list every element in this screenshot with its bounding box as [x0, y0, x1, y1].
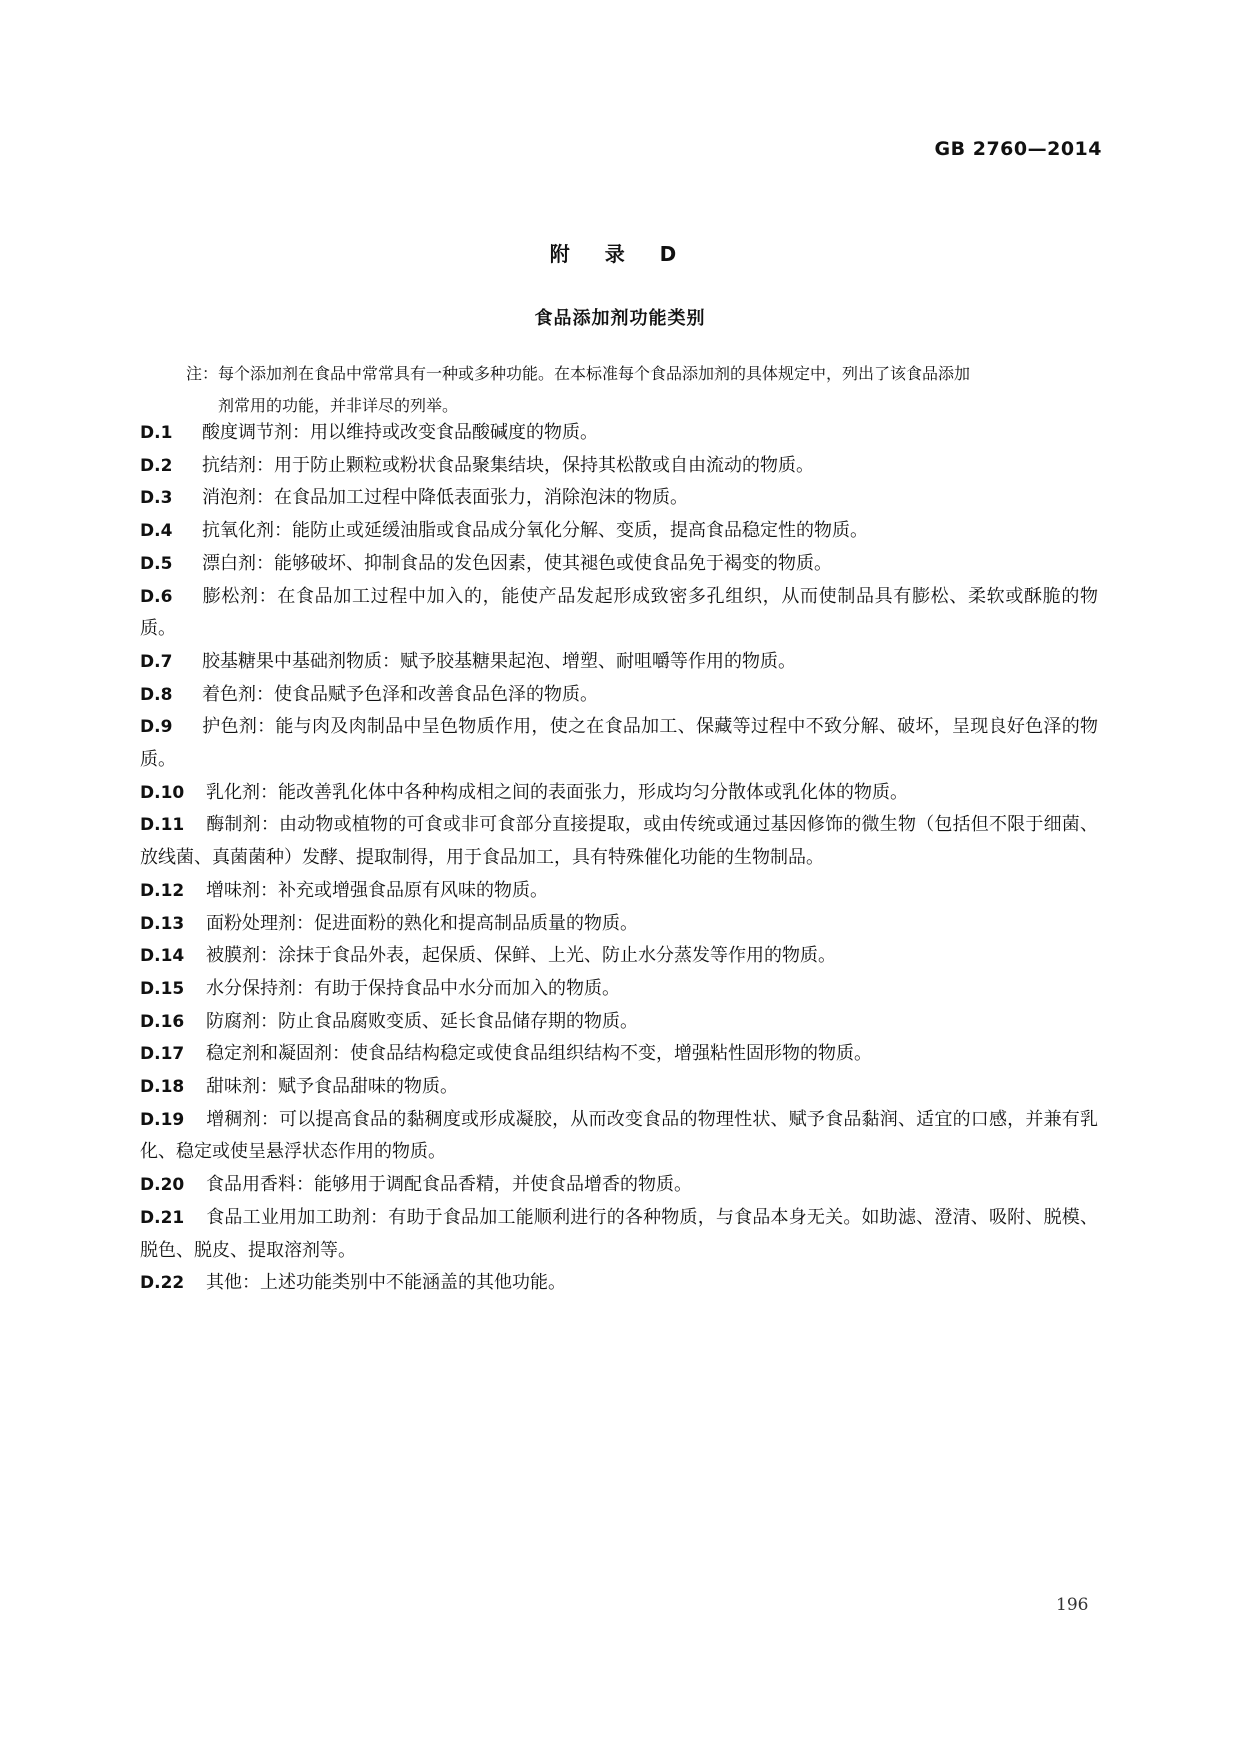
- list-item: [140, 482, 1098, 515]
- item-code: D.5: [140, 553, 173, 574]
- item-text: 防腐剂：防止食品腐败变质、延长食品储存期的物质。: [206, 1010, 638, 1032]
- item-text: 甜味剂：赋予食品甜味的物质。: [206, 1076, 458, 1098]
- item-text: 漂白剂：能够破坏、抑制食品的发色因素，使其褪色或使食品免于褐变的物质。: [202, 552, 832, 574]
- item-code: D.11: [140, 815, 185, 836]
- item-code: D.10: [140, 782, 185, 803]
- item-text: 被膜剂：涂抹于食品外表，起保质、保鲜、上光、防止水分蒸发等作用的物质。: [206, 945, 836, 967]
- note-line-1: 注：每个添加剂在食品中常常具有一种或多种功能。在本标准每个食品添加剂的具体规定中，列出了该食品添加: [186, 364, 971, 383]
- item-code: D.7: [140, 651, 173, 672]
- item-text: 抗结剂：用于防止颗粒或粉状食品聚集结块，保持其松散或自由流动的物质。: [202, 454, 814, 476]
- item-text: 护色剂：能与肉及肉制品中呈色物质作用，使之在食品加工、保藏等过程中不致分解、破坏，呈现良好色泽的物质。: [140, 716, 1098, 771]
- list-item: [140, 940, 1098, 973]
- item-text: 胶基糖果中基础剂物质：赋予胶基糖果起泡、增塑、耐咀嚼等作用的物质。: [202, 650, 796, 672]
- list-item: [140, 973, 1098, 1006]
- list-item: [140, 646, 1098, 679]
- item-code: D.21: [140, 1207, 185, 1228]
- item-text: 膨松剂：在食品加工过程中加入的，能使产品发起形成致密多孔组织，从而使制品具有膨松、柔软或酥脆的物质。: [140, 585, 1098, 640]
- item-code: D.14: [140, 946, 185, 967]
- item-code: D.13: [140, 913, 185, 934]
- item-code: D.16: [140, 1011, 185, 1032]
- item-code: D.2: [140, 455, 173, 476]
- item-code: D.4: [140, 521, 173, 542]
- list-item: [140, 515, 1098, 548]
- item-code: D.18: [140, 1077, 185, 1098]
- item-code: D.1: [140, 423, 173, 443]
- item-text: 增稠剂：可以提高食品的黏稠度或形成凝胶，从而改变食品的物理性状、赋予食品黏润、适宜的口感，并兼有乳化、稳定或使呈悬浮状态作用的物质。: [140, 1108, 1098, 1163]
- item-text: 稳定剂和凝固剂：使食品结构稳定或使食品组织结构不变，增强粘性固形物的物质。: [206, 1043, 872, 1065]
- list-item: [140, 417, 1098, 450]
- item-text: 乳化剂：能改善乳化体中各种构成相之间的表面张力，形成均匀分散体或乳化体的物质。: [206, 781, 908, 803]
- list-item: [140, 711, 1098, 776]
- list-item: [140, 450, 1098, 483]
- list-item: [140, 1169, 1098, 1202]
- item-text: 其他：上述功能类别中不能涵盖的其他功能。: [206, 1272, 566, 1294]
- item-text: 着色剂：使食品赋予色泽和改善食品色泽的物质。: [202, 683, 598, 705]
- standard-code: GB 2760—2014: [934, 138, 1102, 160]
- item-code: D.15: [140, 978, 185, 999]
- item-text: 面粉处理剂：促进面粉的熟化和提高制品质量的物质。: [206, 912, 638, 934]
- list-item: [140, 1104, 1098, 1169]
- list-item: [140, 548, 1098, 581]
- note-line-2: 剂常用的功能，并非详尽的列举。: [218, 396, 459, 415]
- item-code: D.22: [140, 1273, 185, 1294]
- item-code: D.8: [140, 684, 173, 705]
- list-item: [140, 875, 1098, 908]
- item-code: D.20: [140, 1175, 185, 1196]
- list-item: [140, 777, 1098, 810]
- appendix-subtitle: 食品添加剂功能类别: [534, 308, 706, 329]
- item-text: 消泡剂：在食品加工过程中降低表面张力，消除泡沫的物质。: [202, 487, 688, 509]
- item-text: 增味剂：补充或增强食品原有风味的物质。: [206, 879, 548, 901]
- item-text: 食品工业用加工助剂：有助于食品加工能顺利进行的各种物质，与食品本身无关。如助滤、澄清、吸附、脱模、脱色、脱皮、提取溶剂等。: [140, 1206, 1098, 1261]
- list-item: [140, 1006, 1098, 1039]
- list-item: [140, 581, 1098, 646]
- list-item: [140, 809, 1098, 874]
- list-item: [140, 1071, 1098, 1104]
- list-item: [140, 908, 1098, 941]
- appendix-title: 附 录 D: [549, 242, 691, 266]
- item-code: D.6: [140, 586, 173, 607]
- page-number: 196: [1056, 1595, 1089, 1615]
- item-text: 食品用香料：能够用于调配食品香精，并使食品增香的物质。: [206, 1174, 692, 1196]
- item-code: D.12: [140, 880, 185, 901]
- item-code: D.17: [140, 1044, 185, 1065]
- list-item: [140, 679, 1098, 712]
- item-code: D.19: [140, 1109, 185, 1130]
- item-code: D.3: [140, 488, 173, 509]
- list-item: [140, 1202, 1098, 1267]
- item-text: 抗氧化剂：能防止或延缓油脂或食品成分氧化分解、变质，提高食品稳定性的物质。: [202, 520, 868, 542]
- note: [186, 358, 1098, 422]
- item-text: 酶制剂：由动物或植物的可食或非可食部分直接提取，或由传统或通过基因修饰的微生物（包括但不限于细菌、放线菌、真菌菌种）发酵、提取制得，用于食品加工，具有特殊催化功能的生物制品。: [140, 814, 1098, 869]
- function-category-list: [140, 417, 1098, 1300]
- item-code: D.9: [140, 717, 173, 738]
- list-item: [140, 1038, 1098, 1071]
- list-item: [140, 1267, 1098, 1300]
- item-text: 酸度调节剂：用以维持或改变食品酸碱度的物质。: [202, 422, 598, 443]
- item-text: 水分保持剂：有助于保持食品中水分而加入的物质。: [206, 977, 620, 999]
